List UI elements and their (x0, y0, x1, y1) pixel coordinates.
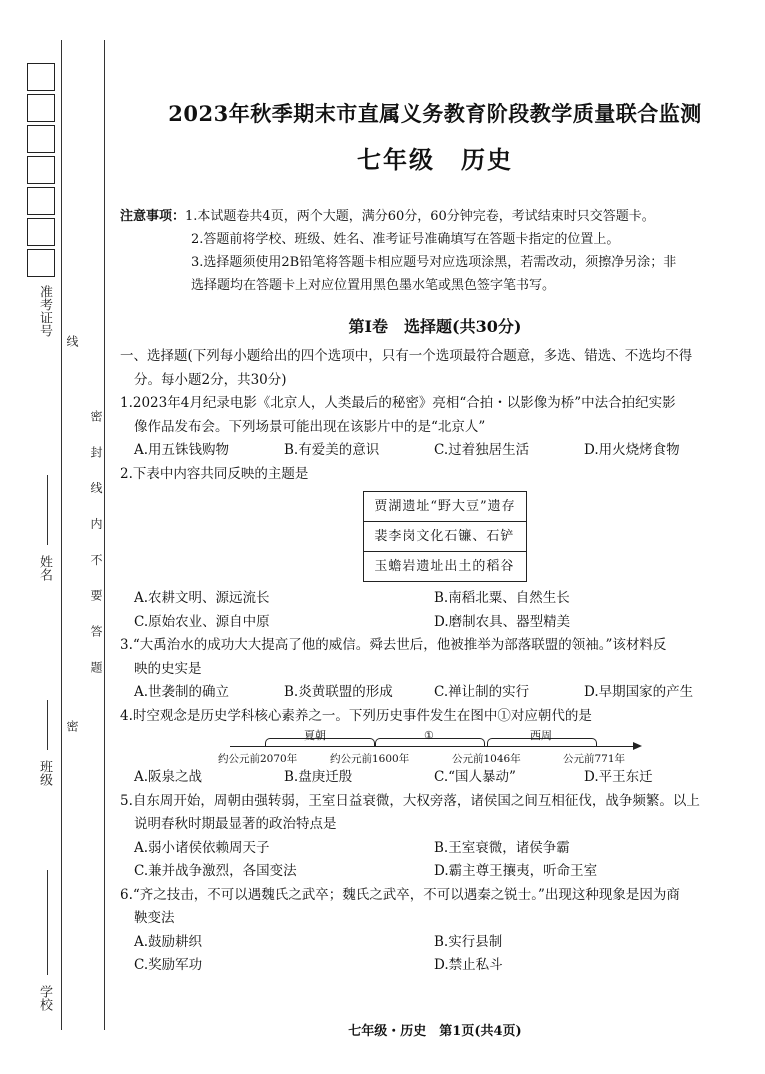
name-field-line[interactable] (47, 475, 48, 545)
section-instructions-b: 分。每小题2分，共30分) (134, 371, 287, 388)
q2-table-row: 裴李岗文化石镰、石铲 (364, 522, 526, 552)
q2-option-b: B.南稻北粟、自然生长 (434, 590, 570, 606)
timeline-label: 西周 (530, 729, 552, 742)
q4-option-c: C.“国人暴动” (434, 769, 516, 785)
q2-table-row: 贾湖遗址“野大豆”遗存 (364, 492, 526, 522)
exam-subject: 七年级 历史 (357, 145, 513, 174)
q5-stem-b: 说明春秋时期最显著的政治特点是 (134, 816, 337, 832)
q1-option-d: D.用火烧烤食物 (584, 442, 680, 458)
admission-number-boxes[interactable] (27, 63, 57, 280)
q6-option-d: D.禁止私斗 (434, 957, 503, 973)
notice-item-1: 1.本试题卷共4页，两个大题，满分60分，60分钟完卷，考试结束时只交答题卡。 (185, 209, 655, 224)
q4-option-b: B.盘庚迁殷 (284, 769, 353, 785)
q6-option-b: B.实行县制 (434, 933, 503, 950)
q3-option-c: C.禅让制的实行 (434, 684, 530, 700)
section-title: 第Ⅰ卷 选择题(共30分) (348, 317, 522, 336)
seal-line-char: 线 (65, 335, 79, 349)
q5-options-row2 (120, 860, 750, 884)
q2-stem: 2.下表中内容共同反映的主题是 (120, 465, 309, 482)
seal-mi-char: 密 (65, 720, 79, 734)
q6-options-row1 (120, 931, 750, 955)
q6-option-a: A.鼓励耕织 (134, 933, 203, 950)
q1-stem-a: 1.2023年4月纪录电影《北京人，人类最后的秘密》亮相“合拍・以影像为桥”中法合拍纪实影 (120, 395, 676, 411)
q1-option-c: C.过着独居生活 (434, 442, 530, 458)
notice-item-2: 2.答题前将学校、班级、姓名、准考证号准确填写在答题卡指定的位置上。 (191, 232, 620, 247)
q5-stem-a: 5.自东周开始，周朝由强转弱，王室日益衰微，大权旁落，诸侯国之间互相征伐，战争频繁。以上 (120, 792, 700, 809)
q4-option-d: D.平王东迁 (584, 769, 653, 785)
notice-item-3b: 选择题均在答题卡上对应位置用黑色墨水笔或黑色签字笔书写。 (191, 278, 556, 293)
q4-option-a: A.阪泉之战 (134, 769, 203, 785)
q4-stem: 4.时空观念是历史学科核心素养之一。下列历史事件发生在图中①对应朝代的是 (120, 707, 592, 724)
notice-block (120, 205, 750, 297)
class-field-line[interactable] (47, 700, 48, 750)
questions (120, 345, 750, 978)
q6-options-row2 (120, 954, 750, 978)
timeline-arrow-icon (633, 742, 642, 750)
q2-table-wrap (120, 491, 750, 582)
margin-rule-left (61, 40, 62, 1030)
q1-stem-b: 像作品发布会。下列场景可能出现在该影片中的是“北京人” (134, 418, 486, 435)
q5-option-d: D.霸主尊王攘夷，听命王室 (434, 863, 598, 879)
q1-option-a: A.用五铢钱购物 (134, 442, 230, 458)
page-footer: 七年级・历史 第1页(共4页) (348, 1024, 522, 1039)
timeline-date: 约公元前2070年 (218, 753, 298, 765)
q2-option-c: C.原始农业、源自中原 (134, 613, 270, 630)
q3-options (120, 681, 750, 705)
q3-option-d: D.早期国家的产生 (584, 684, 694, 700)
class-label: 班级 (37, 760, 52, 786)
notice-item-3a: 3.选择题须使用2B铅笔将答题卡相应题号对应选项涂黑，若需改动，须擦净另涂；非 (191, 255, 677, 270)
q5-option-c: C.兼并战争激烈，各国变法 (134, 863, 297, 879)
q1-option-b: B.有爱美的意识 (284, 442, 380, 458)
school-field-line[interactable] (47, 870, 48, 975)
q2-options-row1 (120, 587, 750, 611)
q2-table (363, 491, 526, 582)
q4-timeline (218, 728, 650, 766)
q3-stem-b: 映的史实是 (134, 660, 202, 677)
q6-stem-b: 鞅变法 (134, 910, 175, 926)
section-instructions-a: 一、选择题(下列每小题给出的四个选项中，只有一个选项最符合题意，多选、错选、不选均不得 (120, 348, 693, 364)
school-label: 学校 (37, 985, 52, 1011)
q3-option-a: A.世袭制的确立 (134, 684, 230, 700)
q2-option-d: D.磨制农具、器型精美 (434, 613, 571, 630)
q2-table-row: 玉蟾岩遗址出土的稻谷 (364, 552, 526, 582)
q6-stem-a: 6.“齐之技击，不可以遇魏氏之武卒；魏氏之武卒，不可以遇秦之锐士。”出现这种现象是因为商 (120, 886, 680, 903)
timeline-label: ① (424, 729, 434, 742)
q2-option-a: A.农耕文明、源远流长 (134, 590, 270, 606)
q3-option-b: B.炎黄联盟的形成 (284, 684, 393, 700)
binding-margin (0, 0, 112, 1074)
q3-stem-a: 3.“大禹治水的成功大大提高了他的威信。舜去世后，他被推举为部落联盟的领袖。”该材料反 (120, 637, 667, 653)
seal-warning-text: 密 封 线 内 不 要 答 题 (89, 410, 103, 683)
timeline-label: 夏朝 (304, 729, 326, 742)
admission-number-label: 准考证号 (37, 285, 52, 337)
q5-option-b: B.王室衰微，诸侯争霸 (434, 839, 570, 856)
name-label: 姓名 (37, 555, 52, 581)
exam-title: 2023年秋季期末市直属义务教育阶段教学质量联合监测 (168, 101, 702, 126)
timeline-date: 公元前771年 (563, 753, 626, 765)
timeline-date: 约公元前1600年 (330, 753, 410, 765)
q1-options (120, 439, 750, 463)
q4-options (120, 766, 750, 790)
q6-option-c: C.奖励军功 (134, 957, 203, 973)
notice-label: 注意事项： (120, 209, 186, 224)
timeline-date: 公元前1046年 (452, 753, 521, 765)
q5-option-a: A.弱小诸侯依赖周天子 (134, 839, 270, 856)
q5-options-row1 (120, 837, 750, 861)
q2-options-row2 (120, 611, 750, 635)
